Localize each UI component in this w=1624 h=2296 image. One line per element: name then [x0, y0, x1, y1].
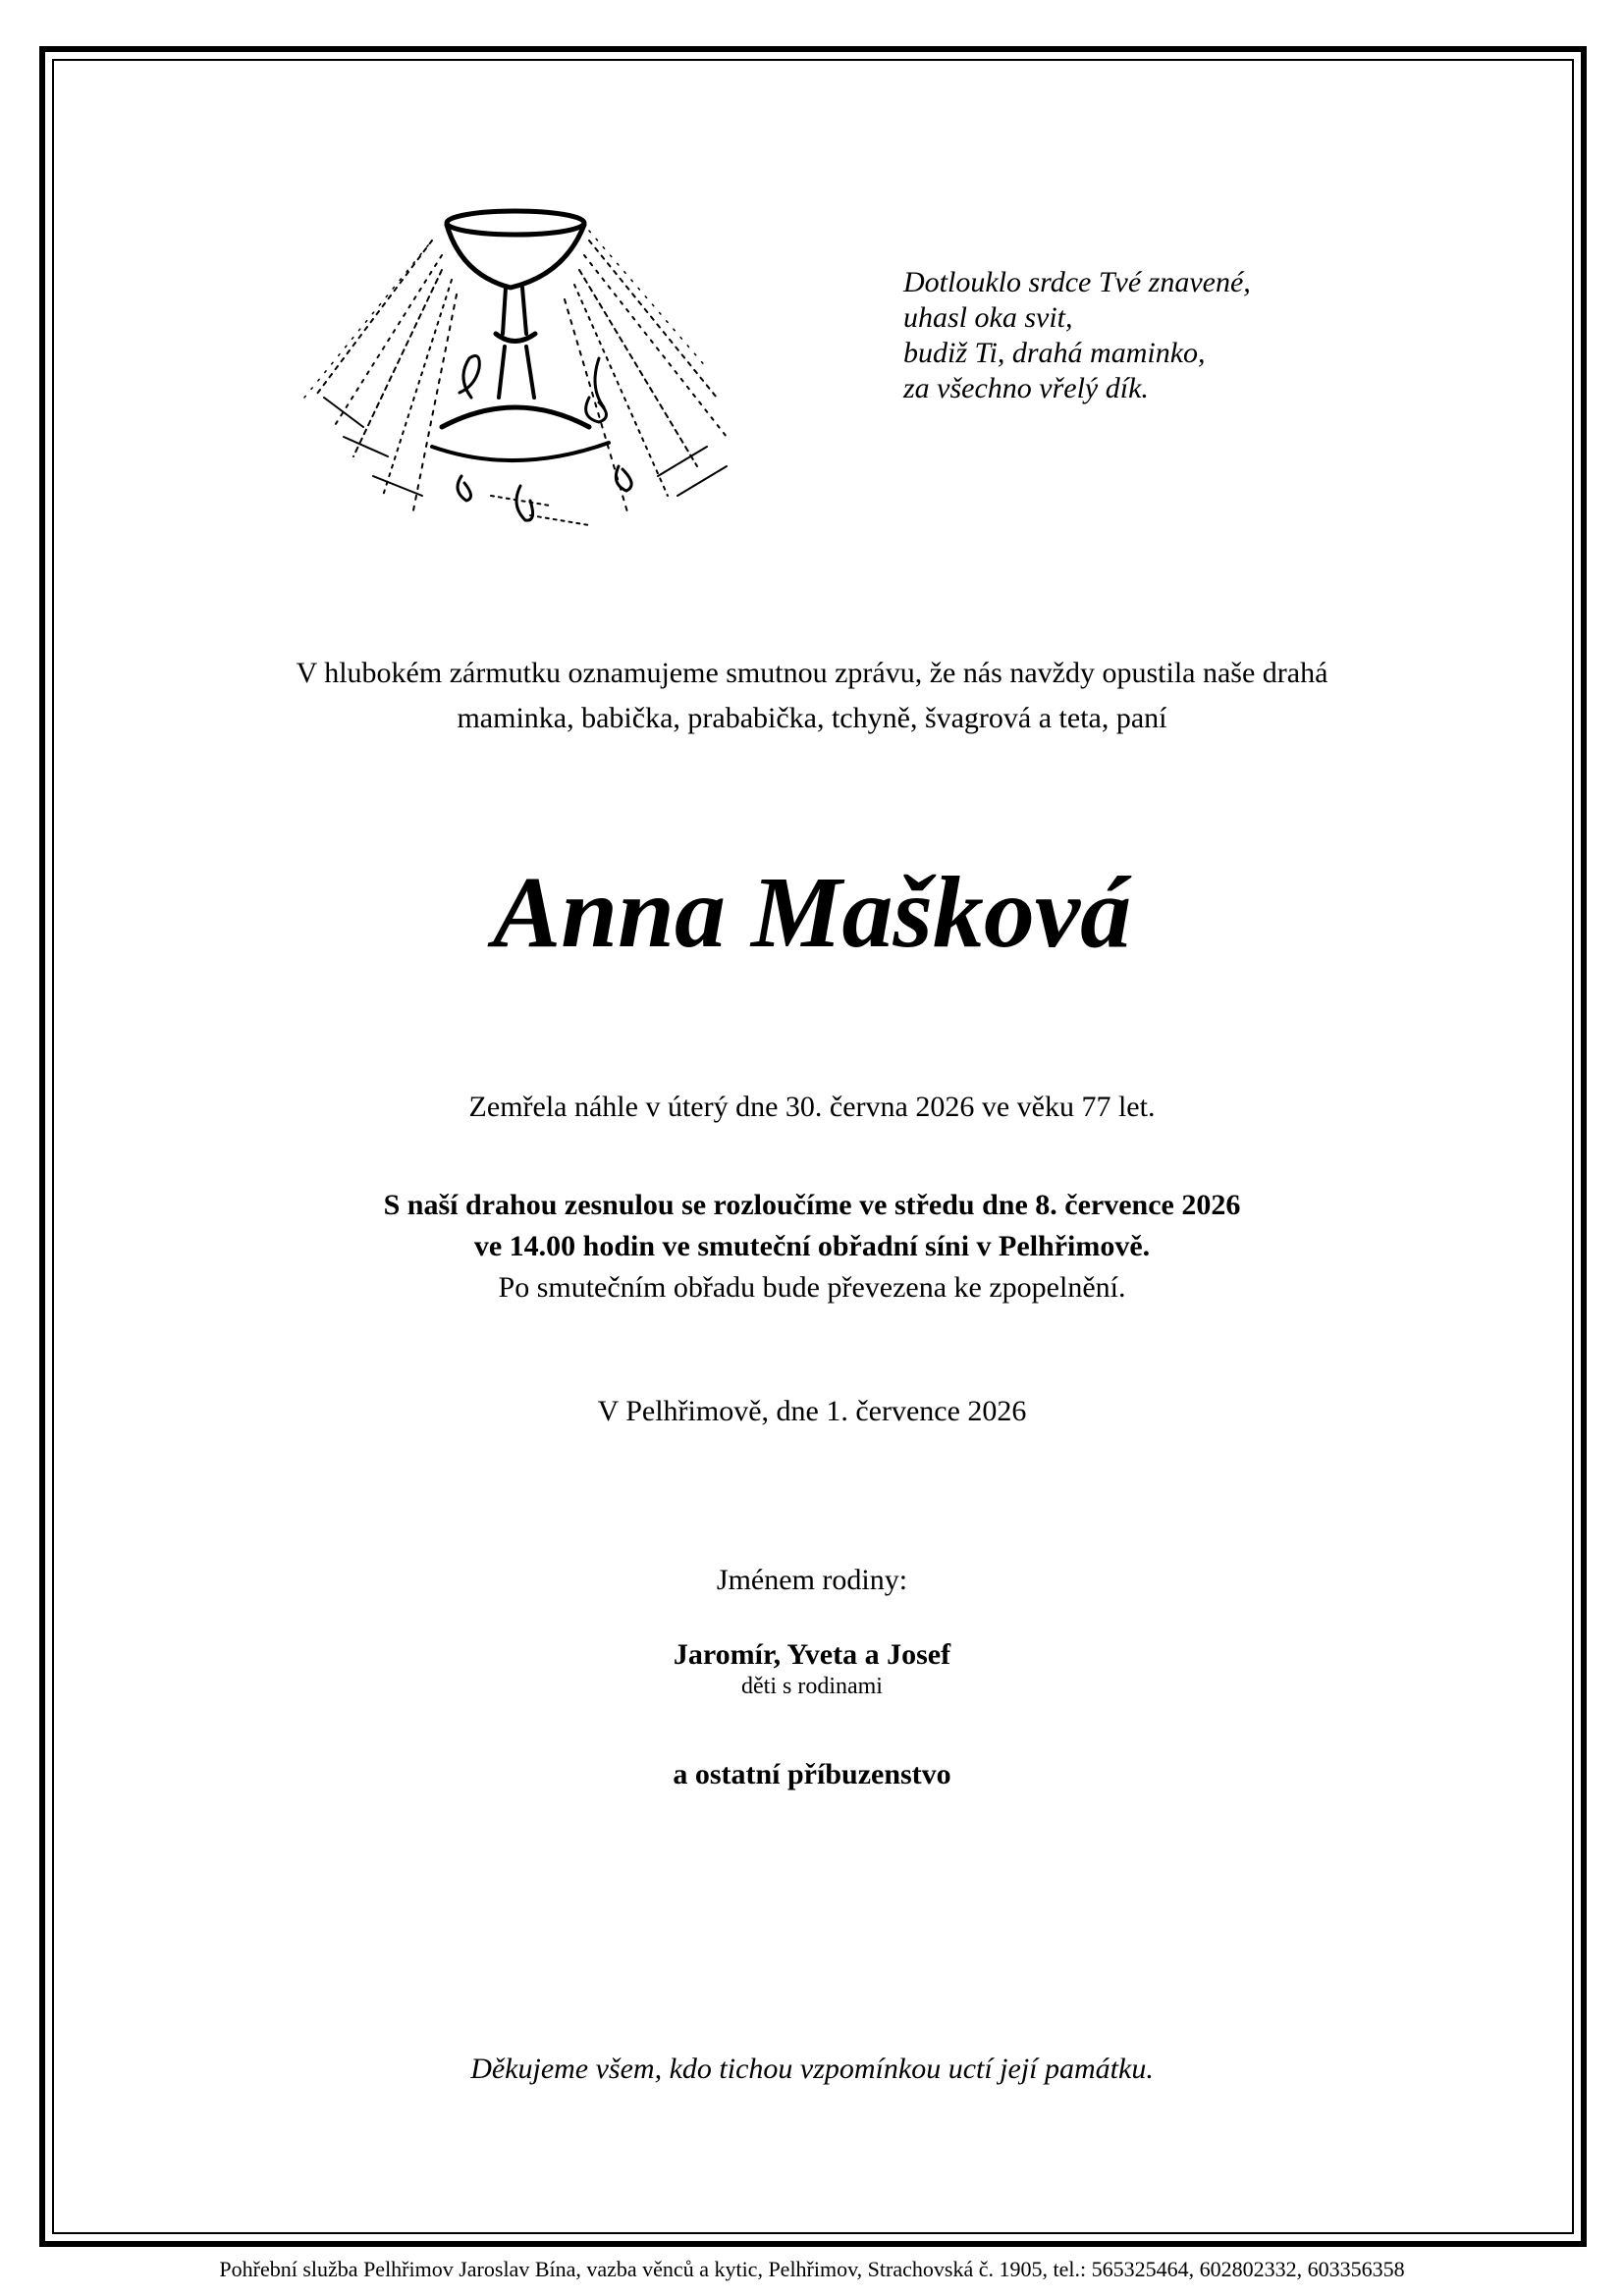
- death-statement: Zemřela náhle v úterý dne 30. června 2026 ve věku 77 let.: [468, 1091, 1156, 1123]
- thanks-note: Děkujeme všem, kdo tichou vzpomínkou uctí její památku.: [470, 2053, 1154, 2085]
- poem: [903, 265, 1251, 406]
- place-date: V Pelhřimově, dne 1. července 2026: [597, 1395, 1027, 1427]
- inner-border: [52, 59, 1574, 2234]
- funeral-service-footer: Pohřební služba Pelhřimov Jaroslav Bína, vazba věnců a kytic, Pelhřimov, Strachovská č. 1905, tel.: 565325464, 602802332, 603356358: [219, 2257, 1405, 2281]
- chalice-icon: [295, 201, 736, 545]
- deceased-name: Anna Mašková: [492, 856, 1132, 969]
- family-label: Jménem rodiny:: [716, 1564, 908, 1596]
- announcement-intro: [0, 651, 1624, 741]
- poem-line: budiž Ti, drahá maminko,: [903, 337, 1206, 369]
- ceremony-line: ve 14.00 hodin ve smuteční obřadní síni v Pelhřimově.: [473, 1230, 1151, 1262]
- poem-line: uhasl oka svit,: [903, 301, 1073, 334]
- ceremony-line: S naší drahou zesnulou se rozloučíme ve středu dne 8. července 2026: [383, 1189, 1241, 1221]
- ceremony-line: Po smutečním obřadu bude převezena ke zpopelnění.: [498, 1271, 1126, 1304]
- intro-line: V hlubokém zármutku oznamujeme smutnou zprávu, že nás navždy opustila naše drahá: [296, 657, 1328, 689]
- poem-line: za všechno vřelý dík.: [903, 372, 1149, 404]
- ceremony-info: [0, 1185, 1624, 1308]
- family-names-subtitle: děti s rodinami: [741, 1674, 883, 1699]
- other-relatives: a ostatní příbuzenstvo: [673, 1758, 951, 1790]
- poem-line: Dotlouklo srdce Tvé znavené,: [903, 266, 1251, 298]
- family-names: Jaromír, Yveta a Josef: [673, 1638, 951, 1671]
- intro-line: maminka, babička, prababička, tchyně, švagrová a teta, paní: [457, 702, 1167, 734]
